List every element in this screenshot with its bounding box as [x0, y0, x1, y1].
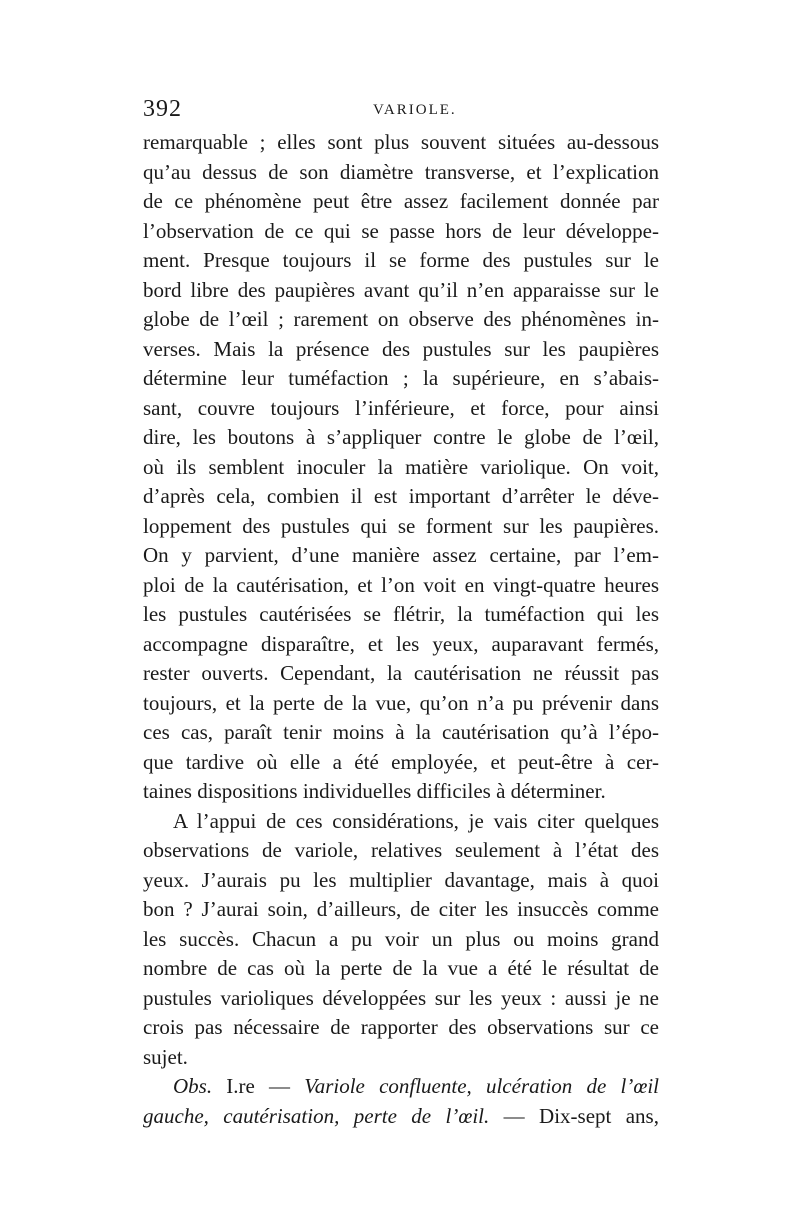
text-line: sant, couvre toujours l’inférieure, et force, pour ainsi	[143, 395, 659, 420]
text-line: où ils semblent inoculer la matière variolique. On voit,	[143, 454, 659, 479]
dash: —	[269, 1074, 291, 1098]
text-line: les pustules cautérisées se flétrir, la tuméfaction qui les	[143, 602, 659, 626]
text-line: taines dispositions individuelles difficiles à déterminer.	[143, 779, 606, 803]
text-line: observations de variole, relatives seulement à l’état des	[143, 838, 659, 862]
text-line: crois pas nécessaire de rapporter des observations sur ce	[143, 1015, 659, 1039]
page-header	[143, 96, 659, 126]
text-line: accompagne disparaître, et les yeux, auparavant fermés,	[143, 631, 659, 656]
body-text	[143, 128, 659, 1131]
text-line: d’après cela, combien il est important d’arrêter le déve-	[143, 484, 659, 508]
text-line: qu’au dessus de son diamètre transverse, et l’explication	[143, 159, 659, 184]
observation-heading-continued	[143, 1102, 659, 1132]
obs-title: Variole confluente, ulcération de l’œil	[304, 1074, 659, 1098]
obs-number: I.re	[226, 1074, 255, 1098]
text-line: ploi de la cautérisation, et l’on voit en vingt-quatre heures	[143, 572, 659, 597]
text-line: loppement des pustules qui se forment sur les paupières.	[143, 513, 659, 538]
text-line: les succès. Chacun a pu voir un plus ou moins grand	[143, 926, 659, 951]
text-line: pustules varioliques développées sur les yeux : aussi je ne	[143, 985, 659, 1010]
obs-title-continued: gauche, cautérisation, perte de l’œil.	[143, 1103, 490, 1128]
text-line: A l’appui de ces considérations, je vais citer quelques	[173, 808, 659, 833]
observation-heading	[143, 1072, 659, 1102]
text-line: toujours, et la perte de la vue, qu’on n’a pu prévenir dans	[143, 690, 659, 715]
text-line: bord libre des paupières avant qu’il n’en apparaisse sur le	[143, 277, 659, 302]
text-line: dire, les boutons à s’appliquer contre le globe de l’œil,	[143, 425, 659, 449]
text-line: yeux. J’aurais pu les multiplier davantage, mais à quoi	[143, 867, 659, 892]
dash: —	[503, 1103, 525, 1128]
text-line: rester ouverts. Cependant, la cautérisation ne réussit pas	[143, 661, 659, 685]
text-line: bon ? J’aurai soin, d’ailleurs, de citer les insuccès comme	[143, 897, 659, 921]
text-line: globe de l’œil ; rarement on observe des phénomènes in-	[143, 307, 659, 331]
running-title: VARIOLE.	[373, 102, 457, 118]
text-line: ces cas, paraît tenir moins à la cautérisation qu’à l’épo-	[143, 720, 659, 744]
text-line: ment. Presque toujours il se forme des pustules sur le	[143, 248, 659, 272]
text-line: détermine leur tuméfaction ; la supérieure, en s’abais-	[143, 366, 659, 390]
text-line: On y parvient, d’une manière assez certaine, par l’em-	[143, 543, 659, 567]
text-line: que tardive où elle a été employée, et peut-être à cer-	[143, 749, 659, 774]
text-line: sujet.	[143, 1044, 188, 1069]
obs-label: Obs.	[173, 1074, 213, 1098]
obs-text-start: Dix-sept ans,	[539, 1103, 659, 1128]
text-line: l’observation de ce qui se passe hors de leur développe-	[143, 218, 659, 243]
text-line: nombre de cas où la perte de la vue a été le résultat de	[143, 956, 659, 980]
text-line: de ce phénomène peut être assez facilement donnée par	[143, 189, 659, 213]
text-line: verses. Mais la présence des pustules sur les paupières	[143, 336, 659, 361]
page-number: 392	[143, 96, 182, 122]
text-line: remarquable ; elles sont plus souvent situées au-dessous	[143, 130, 659, 154]
